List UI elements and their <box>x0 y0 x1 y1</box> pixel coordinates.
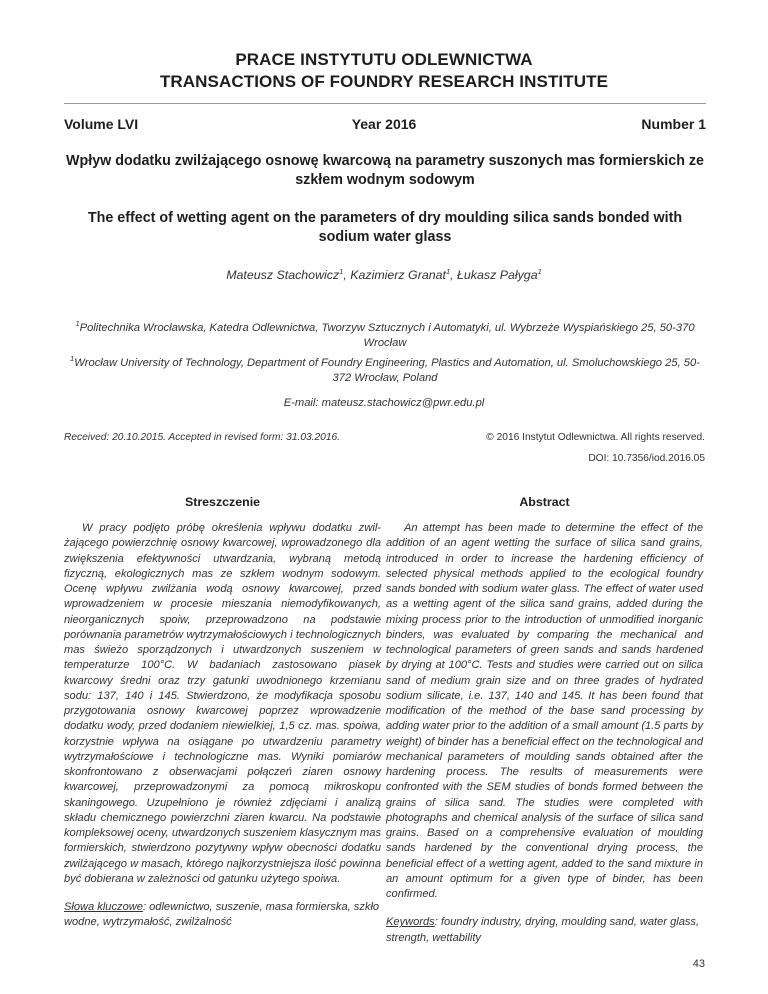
year-label: Year 2016 <box>351 116 417 132</box>
author-list <box>0 268 768 282</box>
received-dates: Received: 20.10.2015. Accepted in revised form: 31.03.2016. <box>64 432 340 443</box>
number-label: Number 1 <box>641 116 706 132</box>
author-affiliation-mark: 1 <box>339 267 344 276</box>
doi: DOI: 10.7356/iod.2016.05 <box>588 453 705 464</box>
abstract-pl-text: W pracy podjęto próbę określenia wpływu dodatku zwilżającego powierzchnię osnowy kwarcowej, wprowadzonego dla zwiększenia efektywności utwardzania, wybraną metodą fizyczną, ekologicznych mas ze szkłem wodnym sodowym. Ocenę wpływu zwilżania wodą osnowy kwarcowej, przed wprowadzeniem w procesie mieszania niemodyfikowanych, nieorganicznych spoiw, przeprowadzono na podstawie porównania parametrów wytrzymałościowych i technologicznych mas świeżo sporządzonych i utwardzonych suszeniem w temperaturze 100°C. W badaniach zastosowano piasek kwarcowy średni oraz trzy gatunki uwodnionego krzemianu sodu: 137, 140 i 145. Stwierdzono, że modyfikacja sposobu przygotowania osnowy kwarcowej poprzez wprowadzenie dodatku wody, przed dodaniem niewielkiej, 1,5 cz. mas. spoiwa, korzystnie wpływa na osiągane po utwardzeniu parametry wytrzymałościowe i technologiczne mas. Wyniki pomiarów skonfrontowano z obserwacjami połączeń ziaren osnowy kwarcowej, przeprowadzonymi za pomocą mikroskopu skaningowego. Uzupełniono je również zdjęciami i analizą składu chemicznego powierzchni ziaren kwarcu. Na podstawie kompleksowej oceny, utwardzonych suszeniem klasycznym mas formierskich, stwierdzono pozytywny wpływ obecności dodatku zwilżającego w masach, którego najkorzystniejsza ilość powinna być dobierana w zależności od gatunku użytego spoiwa. <box>64 522 381 885</box>
article-title-pl: Wpływ dodatku zwilżającego osnowę kwarcową na parametry suszonych mas formierskich ze szkłem wodnym sodowym <box>66 153 704 188</box>
keywords-en-list: : foundry industry, drying, moulding sand, water glass, strength, wettability <box>386 916 700 944</box>
keywords-pl <box>64 900 381 931</box>
abstract-en-column <box>386 495 703 946</box>
keywords-en <box>386 915 703 946</box>
abstract-en-heading: Abstract <box>519 495 570 509</box>
abstract-pl-heading: Streszczenie <box>184 495 261 509</box>
author-name: Łukasz Pałyga <box>457 268 538 282</box>
author-affiliation-mark: 1 <box>445 267 451 276</box>
header-divider <box>64 103 706 104</box>
volume-label: Volume LVI <box>64 116 139 132</box>
keywords-pl-label: Słowa kluczowe <box>64 901 143 913</box>
affiliation-pl <box>64 321 706 351</box>
journal-title-en: TRANSACTIONS OF FOUNDRY RESEARCH INSTITUTE <box>159 72 609 91</box>
affiliation-en-text: Wrocław University of Technology, Department of Foundry Engineering, Plastics and Automation, ul. Smoluchowskiego 25, 50-372 Wrocław, Poland <box>74 357 700 384</box>
author-name: Kazimierz Granat <box>350 268 446 282</box>
abstract-pl-column <box>64 495 381 931</box>
journal-title-pl: PRACE INSTYTUTU ODLEWNICTWA <box>235 50 533 69</box>
author-affiliation-mark: 1 <box>537 267 542 276</box>
copyright-notice: © 2016 Instytut Odlewnictwa. All rights reserved. <box>486 432 705 443</box>
contact-email: E-mail: mateusz.stachowicz@pwr.edu.pl <box>283 397 485 409</box>
author-name: Mateusz Stachowicz <box>226 268 340 282</box>
article-title-en: The effect of wetting agent on the parameters of dry moulding silica sands bonded with sodium water glass <box>87 210 683 245</box>
author-separator: , <box>343 268 351 282</box>
keywords-pl-list: : odlewnictwo, suszenie, masa formierska, szkło wodne, wytrzymałość, zwilżalność <box>64 901 380 929</box>
page-number: 43 <box>692 958 705 970</box>
affiliation-mark: 1 <box>75 319 80 328</box>
author-separator: , <box>450 268 457 282</box>
keywords-en-label: Keywords <box>386 916 435 929</box>
affiliation-pl-text: Politechnika Wrocławska, Katedra Odlewnictwa, Tworzyw Sztucznych i Automatyki, ul. Wybrzeże Wyspiańskiego 25, 50-370 Wrocław <box>79 322 695 349</box>
affiliation-en <box>64 356 706 386</box>
abstract-en-text: An attempt has been made to determine the effect of the addition of an agent wetting the surface of silica sand grains, introduced in order to increase the hardening efficiency of selected physical methods applied to the ecological foundry sands bonded with sodium water glass. The effect of water used as a wetting agent of the silica sand grains, added during the mixing process prior to the introduction of unmodified inorganic binders, was evaluated by comparing the mechanical and technological parameters of green sands and sands hardened by drying at 100°C. Tests and studies were carried out on silica sand of medium grain size and on three grades of hydrated sodium silicate, i.e. 137, 140 and 145. It has been found that modification of the method of the base sand processing by adding water prior to the addition of a small amount (1.5 parts by weight) of binder has a beneficial effect on the technological and mechanical parameters of moulding sands obtained after the hardening process. The results of measurements were confronted with the SEM studies of bonds formed between the grains of silica sand. The studies were completed with photographs and chemical analysis of the surface of silica sand grains. Based on a comprehensive evaluation of moulding sands hardened by the conventional drying process, the beneficial effect of a wetting agent, added to the sand mixture in an amount optimum for a given type of binder, has been confirmed. <box>386 522 703 900</box>
affiliation-mark: 1 <box>70 354 75 363</box>
